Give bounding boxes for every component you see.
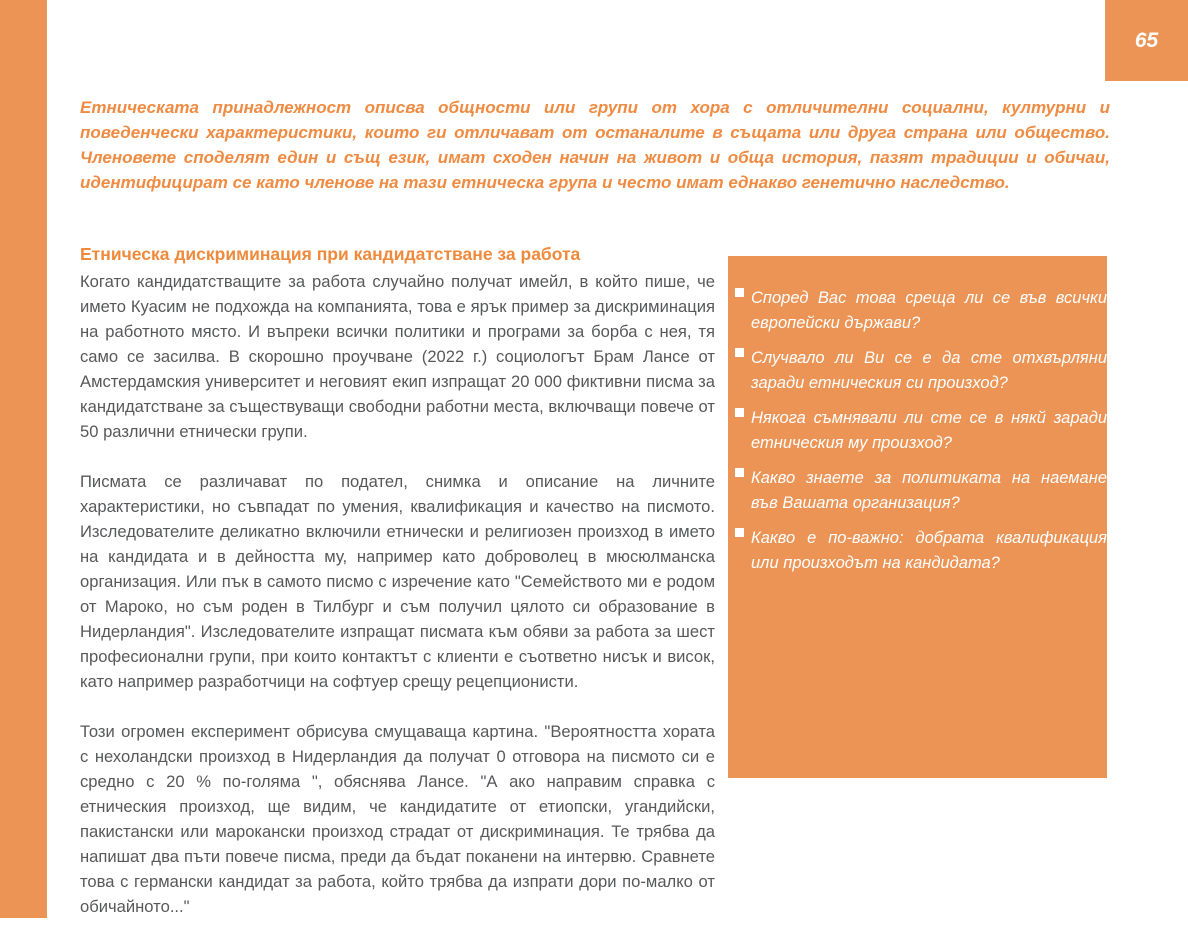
discussion-questions-box (728, 256, 1107, 778)
article-paragraph: Когато кандидатстващите за работа случайно получат имейл, в който пише, че името Куасим не подхожда на компанията, това е ярък пример за дискриминация на работното място. И въпреки всички политики и програми за борба с нея, тя само се засилва. В скорошно проучване (2022 г.) социологът Брам Лансе от Амстердамския университет и неговият екип изпращат 20 000 фиктивни писма за кандидатстване за съществуващи свободни работни места, включващи повече от 50 различни етнически групи. (80, 272, 715, 441)
article-paragraph: Този огромен експеримент обрисува смущаваща картина. "Вероятността хората с нехоландски произход в Нидерландия да получат 0 отговора на писмото си е средно с 20 % по-голяма ", обяснява Лансе. "А ако направим справка с етническия произход, ще видим, че кандидатите от етиопски, угандийски, пакистански или марокански произход страдат от дискриминация. Те трябва да напишат два пъти повече писма, преди да бъдат поканени на интервю. Сравнете това с германски кандидат за работа, който трябва да изпрати дори по-малко от обичайното..." (80, 722, 715, 916)
square-bullet-icon (735, 348, 744, 357)
question-text: Какво знаете за политиката на наемане във Вашата организация? (751, 469, 1107, 512)
question-item (735, 286, 1107, 336)
square-bullet-icon (735, 528, 744, 537)
square-bullet-icon (735, 288, 744, 297)
intro-definition-paragraph: Етническата принадлежност описва общности или групи от хора с отличителни социални, културни и поведенчески характеристики, които ги отличават от останалите в същата или друга страна или общество. Членовете споделят един и същ език, имат сходен начин на живот и обща история, пазят традиции и обичаи, идентифицират се като членове на тази етническа група и често имат еднакво генетично наследство. (80, 98, 1110, 192)
article-paragraph: Писмата се различават по подател, снимка и описание на личните характеристики, но съвпадат по умения, квалификация и качество на писмото. Изследователите деликатно включили етнически и религиозен произход в името на кандидата и в дейността му, например като доброволец в мюсюлманска организация. Или пък в самото писмо с изречение като "Семейството ми е родом от Мароко, но съм роден в Тилбург и съм получил цялото си образование в Нидерландия". Изследователите изпращат писмата към обяви за работа за шест професионални групи, при които контактът с клиенти е съответно нисък и висок, като например разработчици на софтуер срещу рецепционисти. (80, 472, 715, 691)
question-item (735, 406, 1107, 456)
article-heading: Етническа дискриминация при кандидатстване за работа (80, 244, 581, 264)
question-text: Случвало ли Ви се е да сте отхвърляни заради етническия си произход? (751, 349, 1107, 392)
question-item (735, 346, 1107, 396)
page-number: 65 (1134, 28, 1159, 52)
square-bullet-icon (735, 468, 744, 477)
question-item (735, 526, 1107, 576)
left-accent-bar (0, 0, 47, 918)
question-text: Някога съмнявали ли сте се в някй заради етническия му произход? (751, 409, 1107, 452)
article-column (80, 243, 715, 944)
question-text: Според Вас това среща ли се във всички европейски държави? (751, 289, 1107, 332)
square-bullet-icon (735, 408, 744, 417)
question-text: Какво е по-важно: добрата квалификация или произходът на кандидата? (751, 529, 1107, 572)
question-item (735, 466, 1107, 516)
page-number-badge (1105, 0, 1188, 81)
